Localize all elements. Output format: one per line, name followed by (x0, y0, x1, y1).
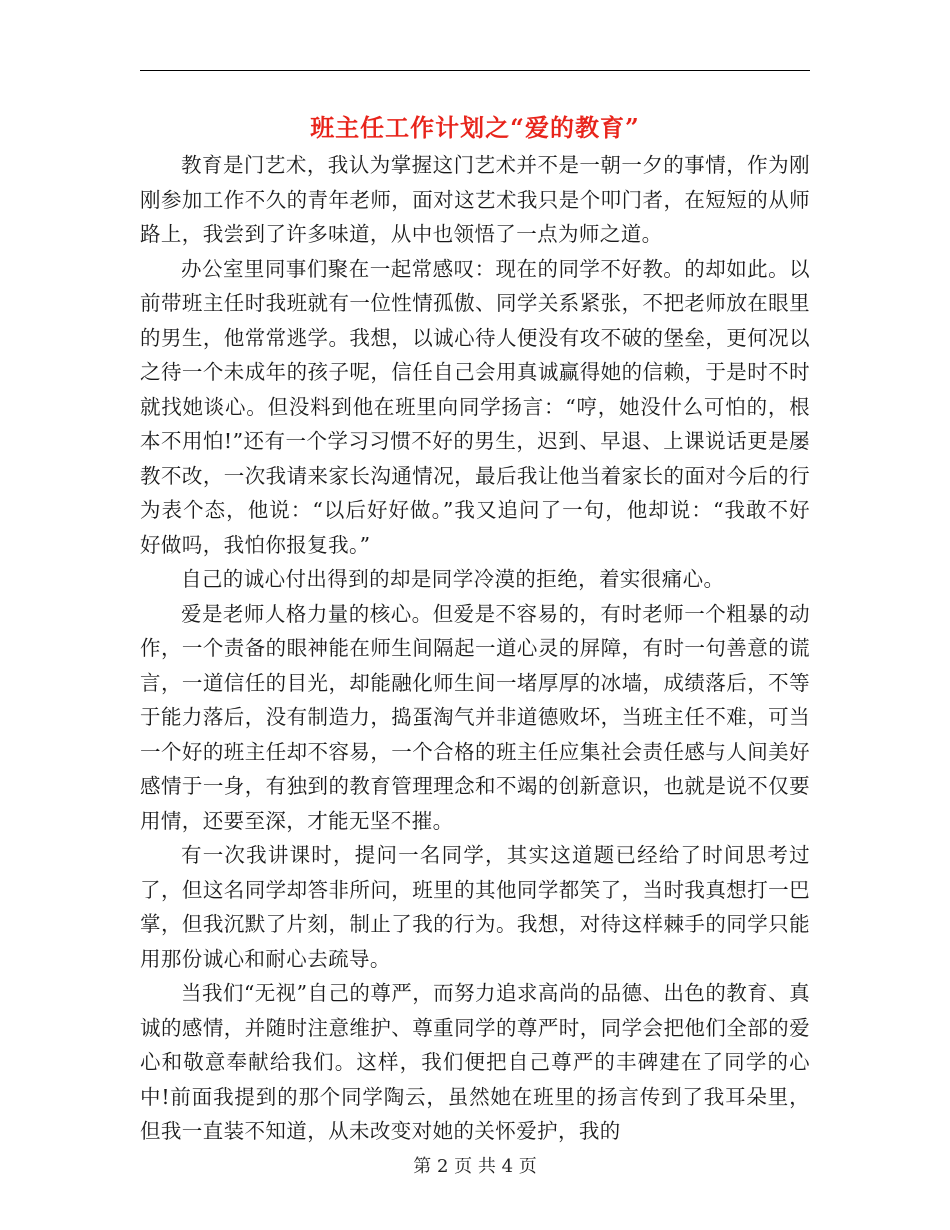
paragraph-6: 当我们“无视”自己的尊严，而努力追求高尚的品德、出色的教育、真诚的感情，并随时注意维护、尊重同学的尊严时，同学会把他们全部的爱心和敬意奉献给我们。这样，我们便把自己尊严的丰碑建在了同学的心中!前面我提到的那个同学陶云，虽然她在班里的扬言传到了我耳朵里，但我一直装不知道，从未改变对她的关怀爱护，我的 (140, 981, 810, 1143)
header-rule (140, 70, 810, 71)
document-title: 班主任工作计划之“爱的教育” (310, 113, 640, 142)
paragraph-5: 有一次我讲课时，提问一名同学，其实这道题已经给了时间思考过了，但这名同学却答非所问，班里的其他同学都笑了，当时我真想打一巴掌，但我沉默了片刻，制止了我的行为。我想，对待这样棘手的同学只能用那份诚心和耐心去疏导。 (140, 843, 810, 971)
paragraph-3: 自己的诚心付出得到的却是同学冷漠的拒绝，着实很痛心。 (181, 567, 725, 591)
document-body (140, 148, 810, 1149)
page-number-footer: 第 2 页 共 4 页 (413, 1156, 537, 1177)
paragraph-2: 办公室里同事们聚在一起常感叹：现在的同学不好教。的却如此。以前带班主任时我班就有一位性情孤傲、同学关系紧张，不把老师放在眼里的男生，他常常逃学。我想，以诚心待人便没有攻不破的堡垒，更何况以之待一个未成年的孩子呢，信任自己会用真诚赢得她的信赖，于是时不时就找她谈心。但没料到他在班里向同学扬言：“哼，她没什么可怕的，根本不用怕!”还有一个学习习惯不好的男生，迟到、早退、上课说话更是屡教不改，一次我请来家长沟通情况，最后我让他当着家长的面对今后的行为表个态，他说：“以后好好做。”我又追问了一句，他却说：“我敢不好好做吗，我怕你报复我。” (140, 256, 810, 557)
paragraph-4: 爱是老师人格力量的核心。但爱是不容易的，有时老师一个粗暴的动作，一个责备的眼神能在师生间隔起一道心灵的屏障，有时一句善意的谎言，一道信任的目光，却能融化师生间一堵厚厚的冰墙，成绩落后，不等于能力落后，没有制造力，捣蛋淘气并非道德败坏，当班主任不难，可当一个好的班主任却不容易，一个合格的班主任应集社会责任感与人间美好感情于一身，有独到的教育管理理念和不竭的创新意识，也就是说不仅要用情，还要至深，才能无坚不摧。 (140, 601, 810, 833)
paragraph-1: 教育是门艺术，我认为掌握这门艺术并不是一朝一夕的事情，作为刚刚参加工作不久的青年老师，面对这艺术我只是个叩门者，在短短的从师路上，我尝到了许多味道，从中也领悟了一点为师之道。 (140, 153, 810, 246)
